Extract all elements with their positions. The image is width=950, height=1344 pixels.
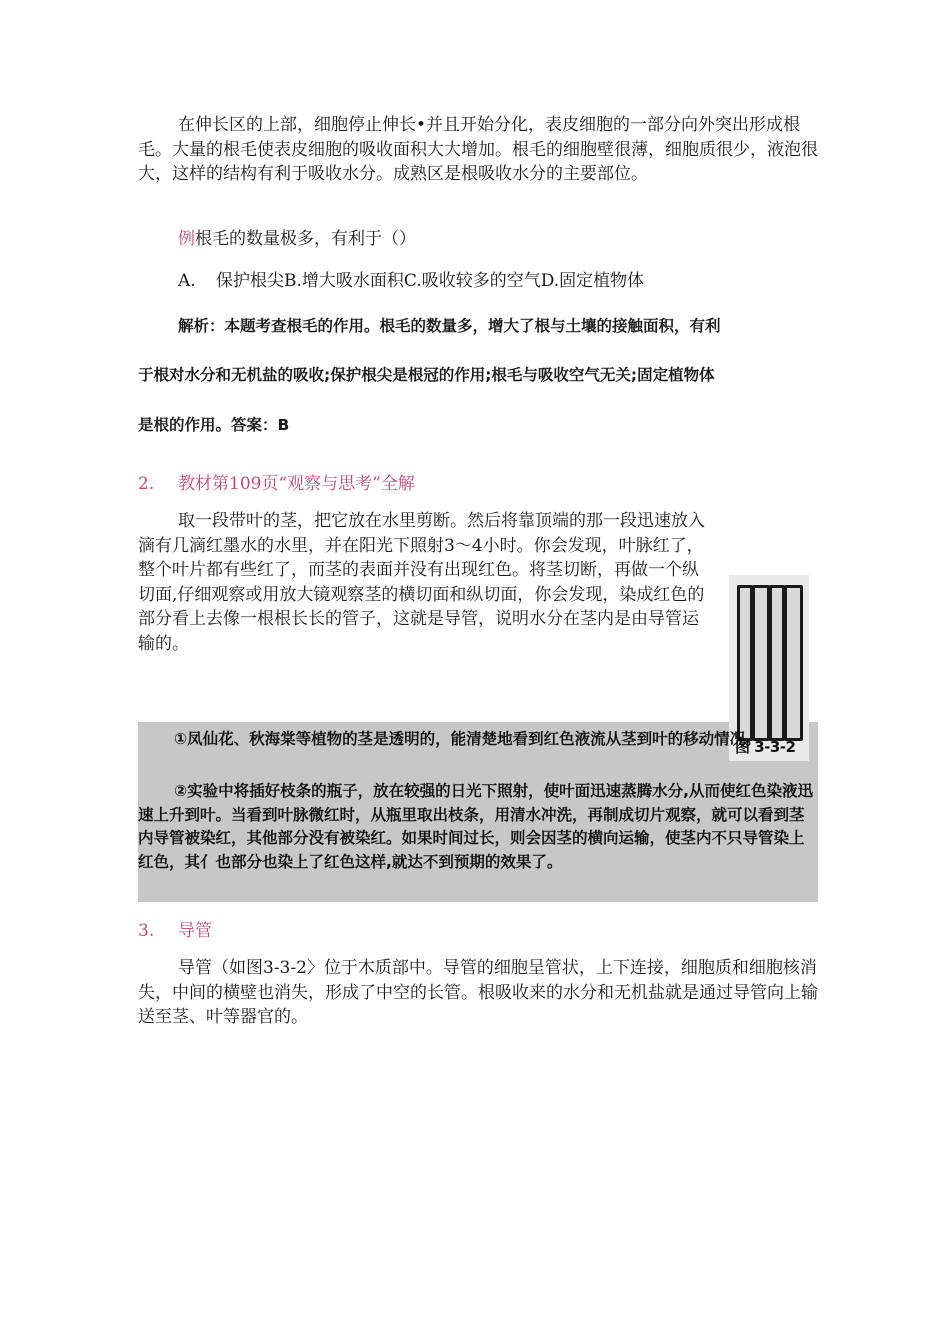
figure-label: 图 3-3-2: [735, 738, 796, 756]
analysis-line-1: [138, 314, 818, 339]
example-question-text: 根毛的数量极多，有利于（）: [195, 229, 416, 249]
paragraph-root-hair: 在伸长区的上部，细胞停止伸长•并且开始分化，表皮细胞的一部分向外突出形成根毛。大量的根毛使表皮细胞的吸收面积大大增加。根毛的细胞壁很薄，细胞质很少，液泡很大，这样的结构有利于吸收水分。成熟区是根吸收水分的主要部位。: [138, 115, 818, 184]
paragraph-experiment-text: 取一段带叶的茎，把它放在水里剪断。然后将靠顶端的那一段迅速放入滴有几滴红墨水的水里，并在阳光下照射3〜4小时。你会发现，叶脉红了，整个叶片都有些红了，而茎的表面并没有出现红色。将茎切断，再做一个纵切面,仔细观察或用放大镜观察茎的横切面和纵切面，你会发现，染成红色的部分看上去像一根根长长的管子，这就是导管，说明水分在茎内是由导管运输的。: [138, 511, 705, 654]
example-options: [138, 269, 818, 294]
vessel-tube-4: [784, 585, 803, 741]
paragraph-experiment: [138, 509, 818, 679]
vessel-tube-1: [737, 585, 753, 741]
section-3-title: 导管: [178, 921, 212, 941]
note-2: ②实验中将插好枝条的瓶子，放在较强的日光下照射，使叶面迅速蒸腾水分,从而使红色染液迅速上升到叶。当看到叶脉微红时，从瓶里取出枝条，用清水冲洗，再制成切片观察，就可以看到茎内导管被染红，其他部分没有被染红。如果时间过长，则会因茎的横向运输，使茎内不只导管染上红色，其亻也部分也染上了红色这样,就达不到预期的效果了。: [138, 782, 814, 871]
note-1: ①凤仙花、秋海棠等植物的茎是透明的，能清楚地看到红色液流从茎到叶的移动情况。: [174, 730, 761, 748]
section-3-number: 3.: [138, 921, 155, 941]
answer-label: 答案：: [231, 416, 278, 434]
paragraph-vessel: 导管（如图3-3-2〉位于木质部中。导管的细胞呈管状，上下连接，细胞质和细胞核消失，中间的横壁也消失，形成了中空的长管。根吸收来的水分和无机盐就是通过导管向上输送至茎、叶等器官的。: [138, 958, 818, 1027]
analysis-text-1: 本题考查根毛的作用。根毛的数量多，增大了根与土壤的接触面积，有利: [224, 317, 721, 335]
vessel-tube-2: [752, 585, 770, 741]
section-3-heading: [138, 919, 212, 943]
section-2-number: 2.: [138, 474, 155, 494]
vessel-tube-3: [769, 585, 785, 741]
analysis-label: 解析：: [178, 317, 225, 335]
analysis-text-3: 是根的作用。: [138, 416, 232, 434]
option-text: 保护根尖B.增大吸水面积C.吸收较多的空气D.固定植物体: [216, 271, 645, 291]
analysis-line-3: [138, 413, 818, 438]
example-question: [138, 227, 818, 252]
section-2-title: 教材第109页“观察与思考”全解: [178, 474, 415, 494]
section-2-heading: [138, 472, 415, 496]
option-prefix: A.: [178, 271, 196, 291]
analysis-line-2: 于根对水分和无机盐的吸收;保护根尖是根冠的作用;根毛与吸收空气无关;固定植物体: [138, 366, 715, 384]
example-label: 例: [178, 229, 195, 249]
answer-value: B: [277, 416, 290, 434]
